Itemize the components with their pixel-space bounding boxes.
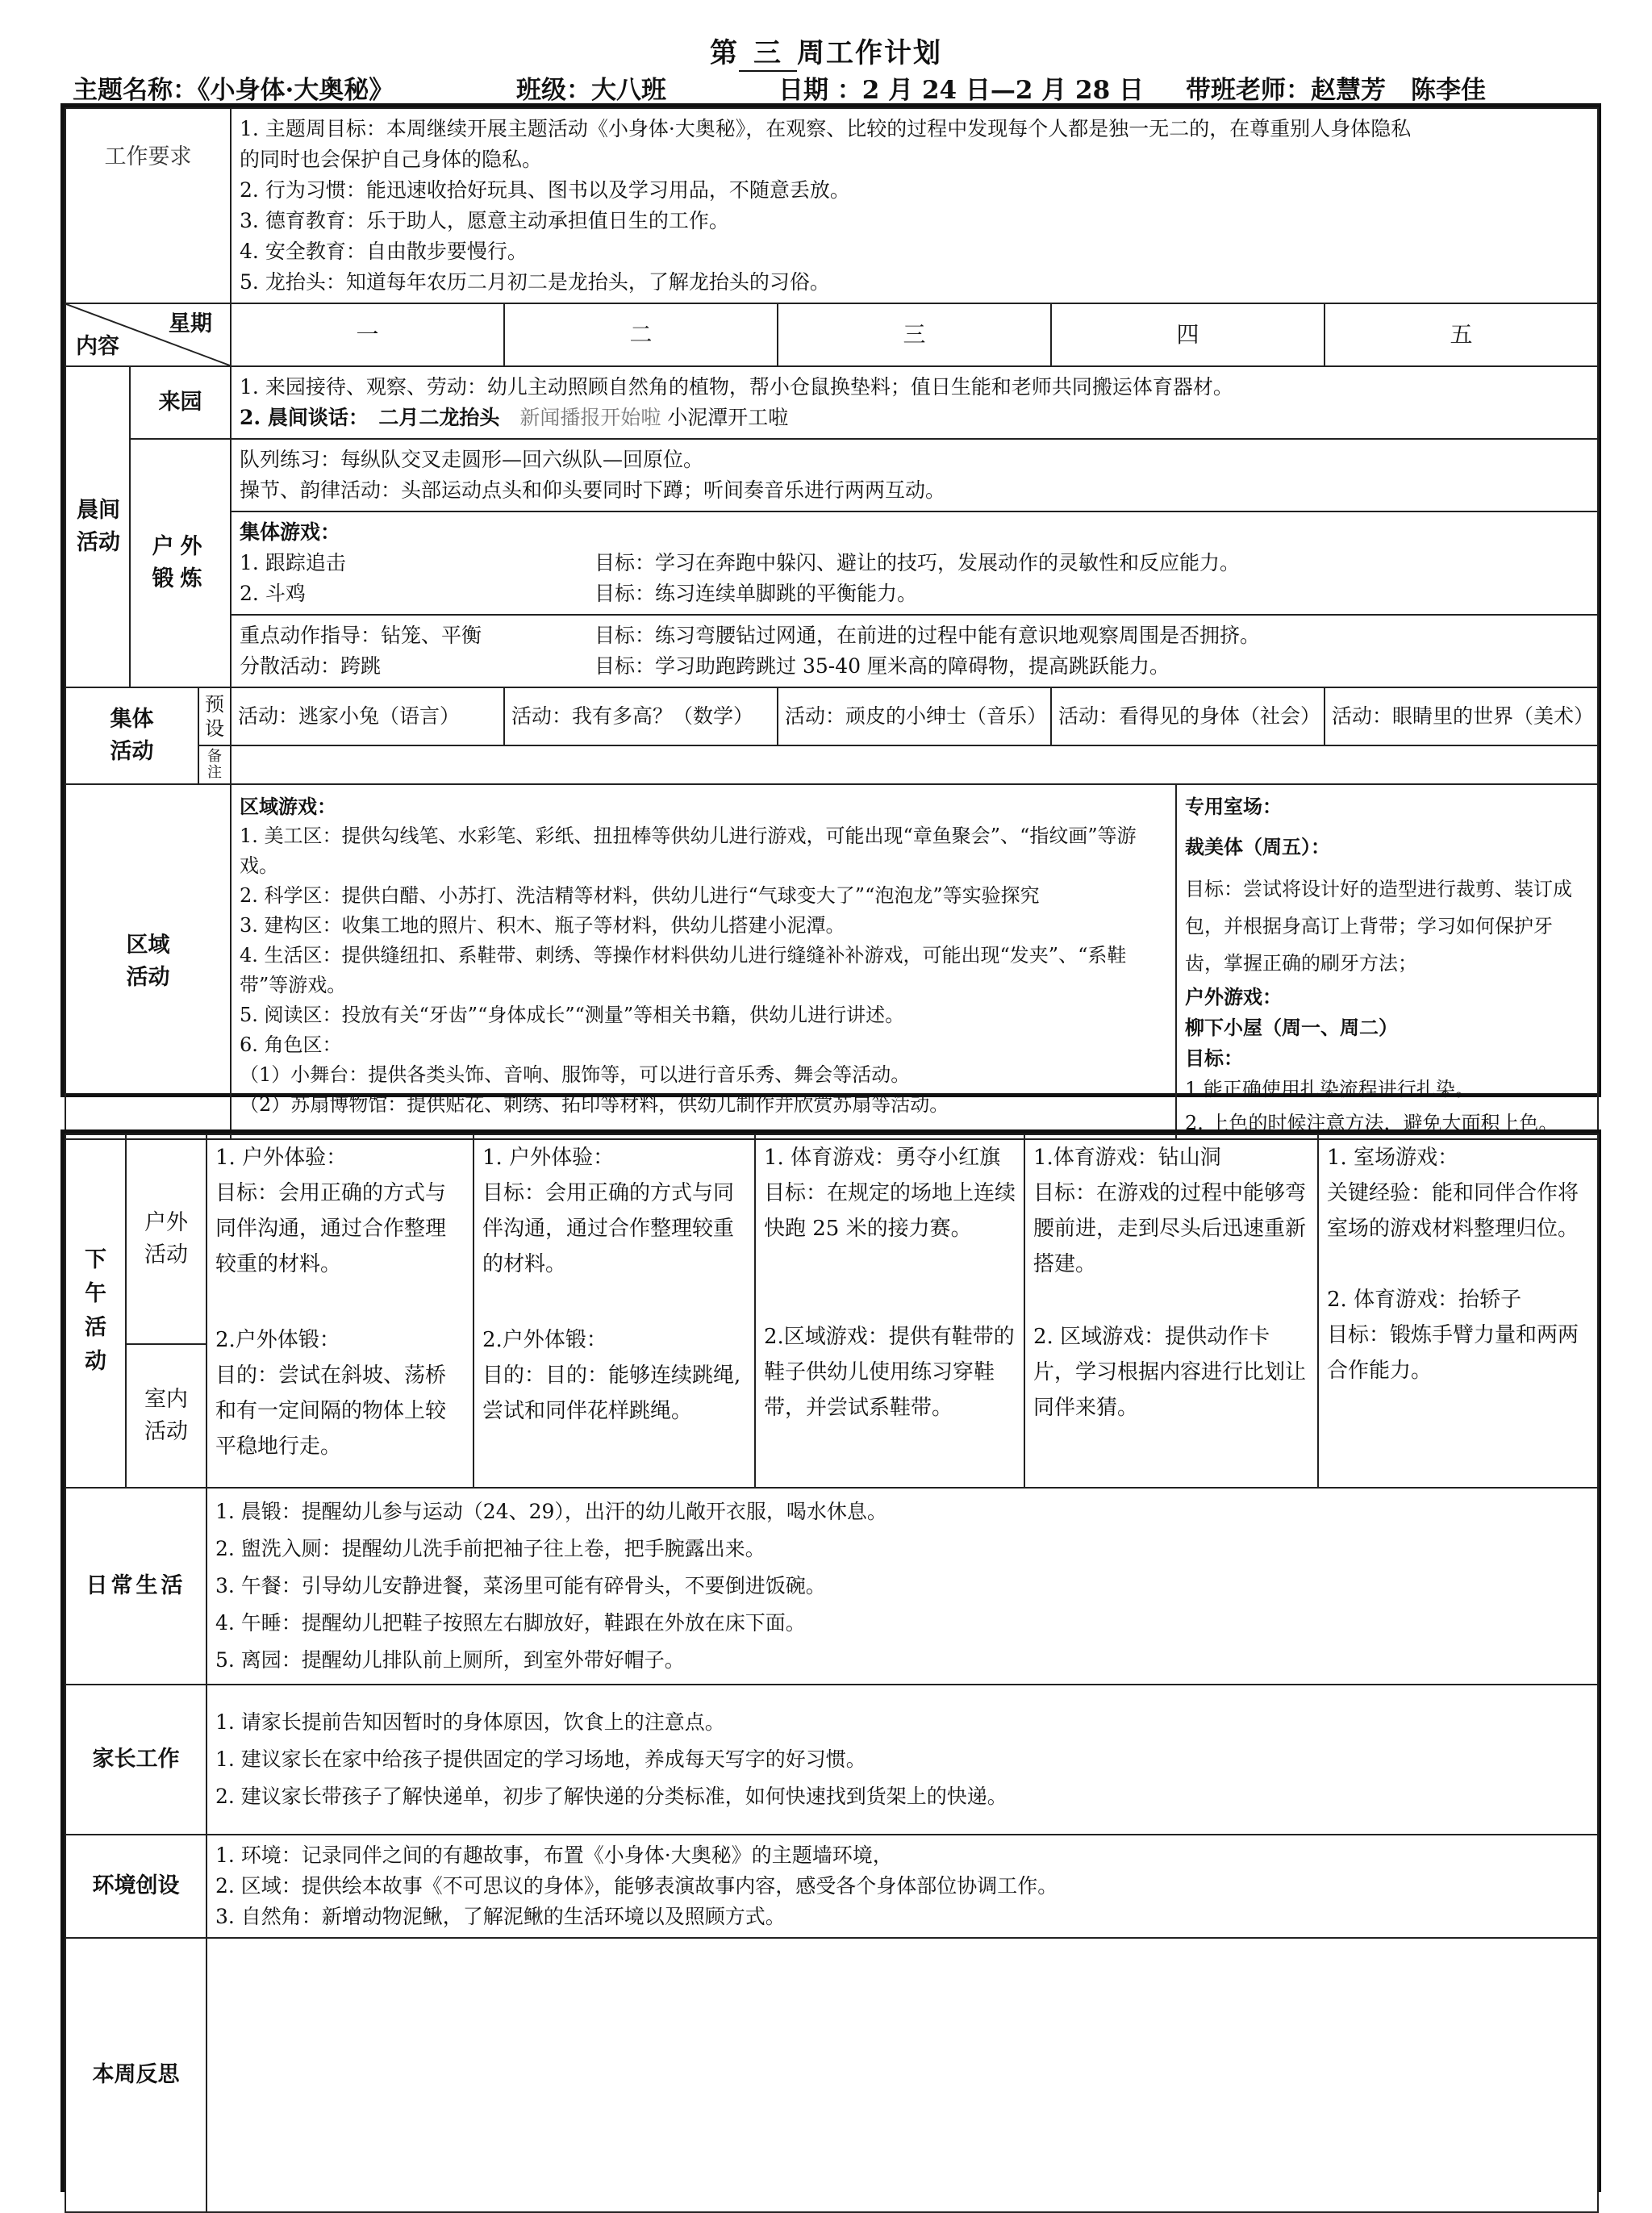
requirement-item: 3. 德育教育：乐于助人，愿意主动承担值日生的工作。 bbox=[240, 209, 729, 232]
game-name: 1. 跟踪追击 bbox=[240, 551, 346, 574]
requirement-item: 的同时也会保护自己身体的隐私。 bbox=[240, 148, 543, 171]
environment-label: 环境创设 bbox=[65, 1835, 206, 1938]
afternoon-day-mon bbox=[206, 1134, 473, 1488]
area-item: 3. 建构区：收集工地的照片、积木、瓶子等材料，供幼儿搭建小泥潭。 bbox=[240, 914, 845, 937]
afternoon-item: 目的：尝试在斜坡、荡桥和有一定间隔的物体上较平稳地行走。 bbox=[215, 1363, 447, 1459]
requirements-row bbox=[65, 108, 1598, 303]
plan-grid-top bbox=[65, 107, 1599, 1140]
special-room-goal: 目标：尝试将设计好的造型进行裁剪、装订成包，并根据身高订上背带；学习如何保护牙齿，掌握正确的刷牙方法； bbox=[1185, 878, 1573, 975]
game-goal: 目标：学习在奔跑中躲闪、避让的技巧，发展动作的灵敏性和反应能力。 bbox=[594, 551, 1241, 574]
note-label bbox=[198, 745, 231, 784]
area-label-text: 区域活动 bbox=[126, 933, 170, 990]
afternoon-item: 1. 户外体验： bbox=[215, 1146, 348, 1170]
weekday-fri: 五 bbox=[1325, 303, 1598, 366]
key-guidance-content bbox=[231, 615, 1598, 687]
preset-label-text: 预设 bbox=[205, 693, 224, 740]
area-label bbox=[65, 784, 231, 1139]
area-item: 4. 生活区：提供缝纽扣、系鞋带、刺绣、等操作材料供幼儿进行缝缝补补游戏，可能出现“发夹”、“系鞋带”等游戏。 bbox=[240, 944, 1127, 996]
collective-note-content bbox=[231, 745, 1598, 784]
afternoon-label bbox=[65, 1134, 126, 1488]
afternoon-label-text: 下午活动 bbox=[85, 1247, 106, 1374]
daily-item: 3. 午餐：引导幼儿安静进餐，菜汤里可能有碎骨头，不要倒进饭碗。 bbox=[215, 1574, 826, 1597]
area-row bbox=[65, 784, 1598, 1139]
collective-label bbox=[65, 687, 198, 784]
afternoon-day-wed bbox=[755, 1134, 1024, 1488]
morning-talk: 2. 晨间谈话： 二月二龙抬头 bbox=[240, 406, 520, 429]
parents-item: 2. 建议家长带孩子了解快递单，初步了解快递的分类标准，如何快速找到货架上的快递。 bbox=[215, 1785, 1007, 1808]
theme-name: 主题名称：《小身体·大奥秘》 bbox=[73, 76, 394, 105]
key-guidance-line bbox=[240, 620, 1589, 651]
daily-item: 4. 午睡：提醒幼儿把鞋子按照左右脚放好，鞋跟在外放在床下面。 bbox=[215, 1611, 806, 1635]
group-games-title: 集体游戏： bbox=[240, 520, 341, 544]
arrival-content bbox=[231, 366, 1598, 439]
arrival-line-1: 1. 来园接待、观察、劳动：幼儿主动照顾自然角的植物，帮小仓鼠换垫料；值日生能和老师共同搬运体育器材。 bbox=[240, 375, 1233, 399]
requirement-item: 1. 主题周目标：本周继续开展主题活动《小身体·大奥秘》，在观察、比较的过程中发现每个人都是独一无二的，在尊重别人身体隐私 bbox=[240, 117, 1412, 140]
class-name: 班级：大八班 bbox=[516, 76, 666, 105]
afternoon-item: 1. 体育游戏：勇夺小红旗 bbox=[764, 1146, 1001, 1170]
afternoon-item: 1. 户外体验： bbox=[482, 1146, 615, 1170]
daily-item: 2. 盥洗入厕：提醒幼儿洗手前把袖子往上卷，把手腕露出来。 bbox=[215, 1537, 766, 1560]
afternoon-item: 目标：在规定的场地上连续快跑 25 米的接力赛。 bbox=[764, 1181, 1016, 1241]
arrival-label: 来园 bbox=[130, 366, 231, 439]
afternoon-item: 关键经验：能和同伴合作将室场的游戏材料整理归位。 bbox=[1327, 1181, 1579, 1241]
environment-item: 2. 区域：提供绘本故事《不可思议的身体》，能够表演故事内容，感受各个身体部位协调工作。 bbox=[215, 1874, 1058, 1898]
collective-activity-mon: 活动：逃家小兔（语言） bbox=[231, 687, 504, 745]
afternoon-indoor-label bbox=[126, 1344, 206, 1488]
game-name: 2. 斗鸡 bbox=[240, 582, 306, 605]
special-room-title: 专用室场： bbox=[1185, 795, 1283, 818]
key-guidance-row bbox=[65, 615, 1598, 687]
queue-content bbox=[231, 439, 1598, 511]
outdoor-goal-item: 1 能正确使用扎染流程进行扎染。 bbox=[1185, 1078, 1475, 1100]
afternoon-day-tue bbox=[473, 1134, 755, 1488]
preset-label bbox=[198, 687, 231, 745]
game-item bbox=[240, 578, 1589, 609]
area-item: （1）小舞台：提供各类头饰、音响、服饰等，可以进行音乐秀、舞会等活动。 bbox=[240, 1063, 911, 1086]
outdoor-exercise-label bbox=[130, 439, 231, 687]
afternoon-day-fri bbox=[1318, 1134, 1598, 1488]
parents-item: 1. 建议家长在家中给孩子提供固定的学习场地，养成每天写字的好习惯。 bbox=[215, 1747, 866, 1771]
afternoon-item: 2.户外体锻： bbox=[215, 1328, 340, 1352]
game-item bbox=[240, 548, 1589, 578]
arrival-line-2 bbox=[240, 403, 1589, 433]
daily-life-row bbox=[65, 1488, 1598, 1685]
scatter-activity: 分散活动：跨跳 bbox=[240, 654, 382, 678]
scatter-goal: 目标：学习助跑跨跳过 35-40 厘米高的障碍物，提高跳跃能力。 bbox=[594, 654, 1170, 678]
area-item: 6. 角色区： bbox=[240, 1033, 342, 1056]
requirements-label: 工作要求 bbox=[65, 108, 231, 303]
queue-row bbox=[65, 439, 1598, 511]
afternoon-item: 1. 室场游戏： bbox=[1327, 1146, 1459, 1170]
reflection-label: 本周反思 bbox=[65, 1938, 206, 2212]
title-week-number: 三 bbox=[739, 31, 797, 72]
afternoon-item: 2. 体育游戏：抬轿子 bbox=[1327, 1288, 1522, 1312]
afternoon-item: 2.区域游戏：提供有鞋带的鞋子供幼儿使用练习穿鞋带，并尝试系鞋带。 bbox=[764, 1325, 1015, 1420]
plan-grid-bottom bbox=[65, 1134, 1599, 2213]
daily-item: 1. 晨锻：提醒幼儿参与运动（24、29），出汗的幼儿敞开衣服，喝水休息。 bbox=[215, 1500, 887, 1523]
outdoor-game-title: 户外游戏： bbox=[1185, 985, 1283, 1008]
reflection-row bbox=[65, 1938, 1598, 2212]
outdoor-exercise-text: 户外锻炼 bbox=[152, 534, 209, 591]
group-games-content bbox=[231, 511, 1598, 615]
collective-activity-wed: 活动：顽皮的小绅士（音乐） bbox=[778, 687, 1051, 745]
afternoon-item: 目标：会用正确的方式与同伴沟通，通过合作整理较重的材料。 bbox=[482, 1181, 735, 1276]
daily-life-content bbox=[206, 1488, 1598, 1685]
afternoon-item: 目标：会用正确的方式与同伴沟通，通过合作整理较重的材料。 bbox=[215, 1181, 447, 1276]
collective-label-text: 集体活动 bbox=[110, 707, 154, 764]
afternoon-day-thu bbox=[1024, 1134, 1318, 1488]
environment-item: 1. 环境：记录同伴之间的有趣故事，布置《小身体·大奥秘》的主题墙环境， bbox=[215, 1843, 893, 1867]
area-item: （2）苏扇博物馆：提供贴花、刺绣、拓印等材料，供幼儿制作并欣赏苏扇等活动。 bbox=[240, 1093, 949, 1116]
afternoon-item: 2. 区域游戏：提供动作卡片，学习根据内容进行比划让同伴来猜。 bbox=[1033, 1325, 1307, 1420]
mud-pond: 小泥潭开工啦 bbox=[661, 406, 789, 429]
corner-content-label: 内容 bbox=[76, 334, 119, 359]
parents-label: 家长工作 bbox=[65, 1685, 206, 1835]
note-label-text: 备注 bbox=[207, 748, 222, 781]
group-games-row bbox=[65, 511, 1598, 615]
weekday-thu: 四 bbox=[1051, 303, 1325, 366]
parents-item: 1. 请家长提前告知因暂时的身体原因，饮食上的注意点。 bbox=[215, 1710, 725, 1734]
afternoon-indoor-text: 室内活动 bbox=[144, 1387, 188, 1444]
daily-item: 5. 离园：提醒幼儿排队前上厕所，到室外带好帽子。 bbox=[215, 1648, 685, 1672]
collective-activity-thu: 活动：看得见的身体（社会） bbox=[1051, 687, 1325, 745]
afternoon-item: 1.体育游戏：钻山洞 bbox=[1033, 1146, 1221, 1170]
news-broadcast: 新闻播报开始啦 bbox=[519, 406, 661, 429]
outdoor-goal-item: 2. 上色的时候注意方法，避免大面积上色。 bbox=[1185, 1112, 1558, 1134]
plan-table-top bbox=[60, 103, 1601, 1134]
area-item: 1. 美工区：提供勾线笔、水彩笔、彩纸、扭扭棒等供幼儿进行游戏，可能出现“章鱼聚会”、“指纹画”等游戏。 bbox=[240, 825, 1137, 877]
morning-arrival-row bbox=[65, 366, 1598, 439]
area-games-title: 区域游戏： bbox=[240, 795, 337, 818]
collective-activity-fri: 活动：眼睛里的世界（美术） bbox=[1325, 687, 1598, 745]
key-guidance-goal: 目标：练习弯腰钻过网通，在前进的过程中能有意识地观察周围是否拥挤。 bbox=[594, 624, 1261, 647]
parents-content bbox=[206, 1685, 1598, 1835]
special-room bbox=[1177, 785, 1597, 1138]
weekday-mon: 一 bbox=[231, 303, 504, 366]
area-item: 5. 阅读区：投放有关“牙齿”“身体成长”“测量”等相关书籍，供幼儿进行讲述。 bbox=[240, 1004, 905, 1026]
scatter-line bbox=[240, 651, 1589, 682]
teachers: 带班老师：赵慧芳 陈李佳 bbox=[1186, 76, 1486, 105]
morning-label-text: 晨间活动 bbox=[77, 498, 120, 555]
afternoon-item: 目标：锻炼手臂力量和两两合作能力。 bbox=[1327, 1323, 1579, 1383]
afternoon-outdoor-row bbox=[65, 1134, 1598, 1344]
title-suffix: 周工作计划 bbox=[797, 37, 942, 69]
morning-activity-label bbox=[65, 366, 130, 687]
page-title bbox=[0, 31, 1652, 72]
special-room-sub: 裁美体（周五）： bbox=[1185, 835, 1331, 858]
outdoor-goal-label: 目标： bbox=[1185, 1046, 1244, 1070]
requirement-item: 2. 行为习惯：能迅速收拾好玩具、图书以及学习用品，不随意丢放。 bbox=[240, 178, 850, 202]
queue-practice: 队列练习：每纵队交叉走圆形—回六纵队—回原位。 bbox=[240, 448, 704, 471]
weekday-wed: 三 bbox=[778, 303, 1051, 366]
requirement-item: 5. 龙抬头：知道每年农历二月初二是龙抬头，了解龙抬头的习俗。 bbox=[240, 270, 830, 294]
afternoon-outdoor-text: 户外活动 bbox=[144, 1210, 188, 1267]
outdoor-game-sub: 柳下小屋（周一、周二） bbox=[1185, 1016, 1399, 1039]
corner-cell bbox=[65, 303, 231, 366]
afternoon-item: 2.户外体锻： bbox=[482, 1328, 607, 1352]
afternoon-item: 目标：在游戏的过程中能够弯腰前进，走到尽头后迅速重新搭建。 bbox=[1033, 1181, 1307, 1276]
daily-life-label: 日常生活 bbox=[65, 1488, 206, 1685]
collective-note-row bbox=[65, 745, 1598, 784]
collective-preset-row bbox=[65, 687, 1598, 745]
title-prefix: 第 bbox=[710, 37, 739, 69]
plan-table-bottom bbox=[60, 1129, 1601, 2192]
area-games bbox=[232, 785, 1177, 1138]
environment-row bbox=[65, 1835, 1598, 1938]
environment-item: 3. 自然角：新增动物泥鳅，了解泥鳅的生活环境以及照顾方式。 bbox=[215, 1905, 786, 1928]
rhythm-activity: 操节、韵律活动：头部运动点头和仰头要同时下蹲；听间奏音乐进行两两互动。 bbox=[240, 478, 946, 502]
date-range: 日期 ：2 月 24 日—2 月 28 日 bbox=[778, 76, 1144, 105]
area-content bbox=[231, 784, 1598, 1139]
area-item: 2. 科学区：提供白醋、小苏打、洗洁精等材料，供幼儿进行“气球变大了”“泡泡龙”等实验探究 bbox=[240, 884, 1040, 907]
weekday-header-row bbox=[65, 303, 1598, 366]
key-guidance: 重点动作指导：钻笼、平衡 bbox=[240, 624, 482, 647]
requirement-item: 4. 安全教育：自由散步要慢行。 bbox=[240, 240, 528, 263]
requirements-content bbox=[231, 108, 1598, 303]
afternoon-outdoor-label bbox=[126, 1134, 206, 1344]
parents-row bbox=[65, 1685, 1598, 1835]
collective-activity-tue: 活动：我有多高？（数学） bbox=[504, 687, 778, 745]
game-goal: 目标：练习连续单脚跳的平衡能力。 bbox=[594, 582, 918, 605]
environment-content bbox=[206, 1835, 1598, 1938]
afternoon-item: 目的：目的：能够连续跳绳,尝试和同伴花样跳绳。 bbox=[482, 1363, 741, 1423]
weekday-tue: 二 bbox=[504, 303, 778, 366]
reflection-content bbox=[206, 1938, 1598, 2212]
corner-weekday-label: 星期 bbox=[169, 311, 213, 336]
